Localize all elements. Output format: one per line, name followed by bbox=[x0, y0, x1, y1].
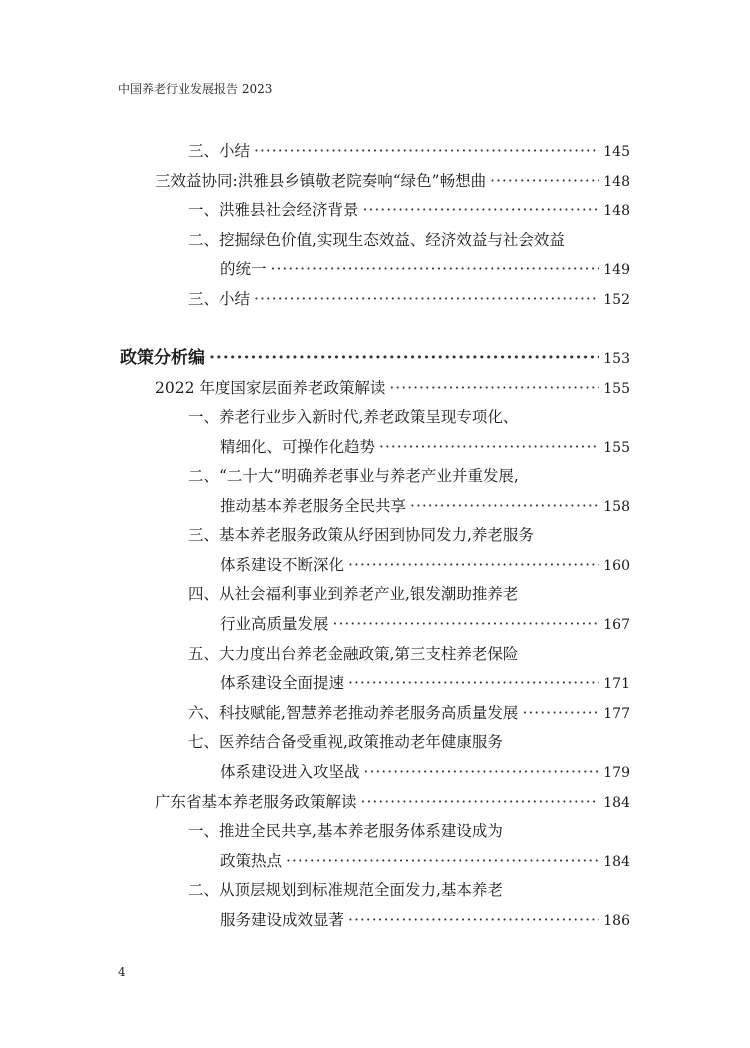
toc-entry-title-first-line: 二、挖掘绿色价值,实现生态效益、经济效益与社会效益 bbox=[188, 231, 565, 249]
toc-entry-page: 148 bbox=[603, 203, 630, 219]
toc-part-title: 政策分析编 bbox=[120, 348, 205, 368]
toc-part-entry[interactable] bbox=[120, 347, 630, 369]
toc-entry-title-first-line: 五、大力度出台养老金融政策,第三支柱养老保险 bbox=[188, 645, 519, 663]
toc-entry-title: 的统一 bbox=[220, 260, 267, 278]
toc-entry-title-first-line: 一、养老行业步入新时代,养老政策呈现专项化、 bbox=[188, 408, 519, 426]
toc-entry[interactable] bbox=[220, 495, 630, 517]
toc-entry-title: 政策热点 bbox=[220, 852, 283, 870]
toc-entry-page: 186 bbox=[603, 913, 630, 929]
toc-entry-title: 六、科技赋能,智慧养老推动养老服务高质量发展 bbox=[188, 704, 519, 722]
toc-entry[interactable] bbox=[220, 761, 630, 783]
toc-entry[interactable] bbox=[220, 850, 630, 872]
toc-entry-page: 179 bbox=[603, 765, 630, 781]
toc-entry-page: 148 bbox=[603, 174, 630, 190]
toc-entry-title-first-line: 一、推进全民共享,基本养老服务体系建设成为 bbox=[188, 822, 503, 840]
toc-entry-page: 158 bbox=[603, 499, 630, 515]
toc-entry-title-first-line: 三、基本养老服务政策从纾困到协同发力,养老服务 bbox=[188, 526, 534, 544]
toc-entry[interactable] bbox=[188, 140, 630, 162]
toc-entry[interactable] bbox=[188, 288, 630, 310]
toc-entry[interactable] bbox=[220, 613, 630, 635]
toc-entry[interactable] bbox=[220, 436, 630, 458]
toc-entry-title: 体系建设不断深化 bbox=[220, 556, 345, 574]
toc-entry-title-first-line: 七、医养结合备受重视,政策推动老年健康服务 bbox=[188, 733, 503, 751]
running-head: 中国养老行业发展报告 2023 bbox=[118, 82, 273, 96]
toc-entry[interactable] bbox=[155, 377, 630, 399]
toc-entry-title: 服务建设成效显著 bbox=[220, 911, 345, 929]
toc-entry-page: 155 bbox=[603, 440, 630, 456]
toc-entry-title: 行业高质量发展 bbox=[220, 615, 329, 633]
toc-entry-title-first-line: 二、从顶层规划到标准规范全面发力,基本养老 bbox=[188, 881, 503, 899]
toc-entry-page: 167 bbox=[603, 617, 630, 633]
toc-entry-title: 体系建设进入攻坚战 bbox=[220, 763, 360, 781]
toc-entry-title-first-line: 四、从社会福利事业到养老产业,银发潮助推养老 bbox=[188, 585, 519, 603]
toc-entry-title: 三、小结 bbox=[188, 290, 251, 308]
toc-entry-page: 177 bbox=[603, 706, 630, 722]
toc-entry-title-first-line: 二、“二十大”明确养老事业与养老产业并重发展, bbox=[188, 467, 519, 485]
toc-entry-title: 精细化、可操作化趋势 bbox=[220, 438, 376, 456]
toc-entry-title: 广东省基本养老服务政策解读 bbox=[155, 793, 357, 811]
toc-entry-page: 184 bbox=[603, 795, 630, 811]
toc-entry-title: 推动基本养老服务全民共享 bbox=[220, 497, 407, 515]
toc-entry-page: 145 bbox=[603, 144, 630, 160]
toc-entry[interactable] bbox=[188, 702, 630, 724]
toc-entry[interactable] bbox=[220, 554, 630, 576]
toc-entry-page: 152 bbox=[603, 292, 630, 308]
toc-entry-title: 一、洪雅县社会经济背景 bbox=[188, 201, 359, 219]
toc-entry[interactable] bbox=[220, 909, 630, 931]
toc-entry-title: 三效益协同:洪雅县乡镇敬老院奏响“绿色”畅想曲 bbox=[155, 172, 487, 190]
toc-entry-page: 160 bbox=[603, 558, 630, 574]
toc-entry[interactable] bbox=[220, 258, 630, 280]
toc-entry-page: 155 bbox=[603, 381, 630, 397]
toc-entry-title: 体系建设全面提速 bbox=[220, 674, 345, 692]
toc-entry[interactable] bbox=[220, 672, 630, 694]
toc-entry[interactable] bbox=[155, 170, 630, 192]
toc-entry[interactable] bbox=[188, 199, 630, 221]
page-number: 4 bbox=[118, 965, 126, 979]
toc-entry-title: 三、小结 bbox=[188, 142, 251, 160]
toc-entry-page: 153 bbox=[603, 351, 630, 367]
toc-entry-page: 171 bbox=[603, 676, 630, 692]
toc-entry[interactable] bbox=[155, 791, 630, 813]
toc-entry-page: 149 bbox=[603, 262, 630, 278]
toc-entry-page: 184 bbox=[603, 854, 630, 870]
toc-entry-title: 2022 年度国家层面养老政策解读 bbox=[155, 379, 386, 397]
